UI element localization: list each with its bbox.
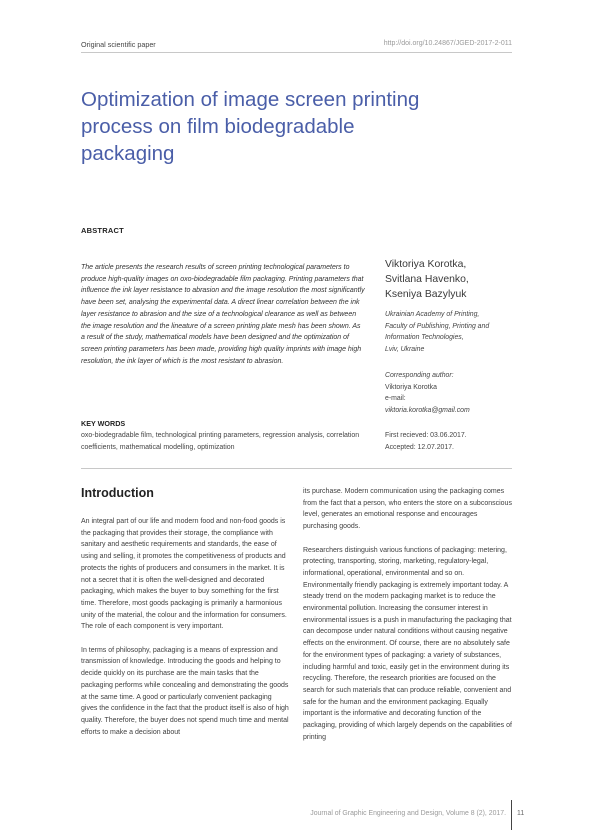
paper-title: Optimization of image screen printing process on film biodegradable packaging	[81, 88, 420, 165]
email-label: e-mail:	[385, 395, 406, 402]
affiliation-line: Information Technologies,	[385, 334, 464, 341]
author-list	[385, 257, 520, 302]
author-name: Kseniya Bazylyuk	[385, 289, 467, 300]
body-column-right	[303, 486, 513, 755]
received-date: First recieved: 03.06.2017.	[385, 432, 467, 439]
body-paragraph: Researchers distinguish various functions of packaging: metering, protecting, transporting, storing, marketing, regulatory-legal, informational, operational, environmental and so on. Environmentally friendly packaging is extremely important today. A steady trend on the modern packaging market is to reduce the environmental pollution. Increasing the consumer interest in environmental issues is a push in manufacturing the packaging that can decompose under natural conditions without causing negative effects on the environment. Of course, there are no absolutely safe for the environment types of packaging: a variety of substances, including harmful and toxic, easily get in the environment during its recycling. Therefore, the research priorities are focused on the search for such materials that can produce reliable, convenient and safe for the human and the environment packaging. Equally important is the informative and decorating function of the packaging, providing of which largely depends on the capabilities of printing	[303, 546, 512, 741]
body-paragraph: In terms of philosophy, packaging is a means of expression and transmission of knowledge. Introducing the goods and helping to decide quickly on its purchase are the main tasks that the packaging performs while concealing and demonstrating the goods at the same time. A good or particularly convenient packaging gives the confidence in the fact that the product itself is also of high quality. Therefore, the buyer does not spend much time and mental efforts to make a decision about	[81, 646, 289, 736]
journal-citation: Journal of Graphic Engineering and Design, Volume 8 (2), 2017.	[310, 810, 506, 817]
corresponding-author	[385, 370, 520, 416]
affiliation-line: Ukrainian Academy of Printing,	[385, 311, 480, 318]
page-number: 11	[517, 810, 525, 817]
affiliation-line: Lviv, Ukraine	[385, 345, 425, 353]
abstract-text: The article presents the research results of screen printing technological parameters to produce high-quality images on oxo-biodegradable film packaging. Printing parameters that influence the ink layer resistance to abrasion and the image resolution the most significantly have been set, analysing the experimental data. A direct linear correlation between the ink layer resistance to abrasion and the size of a technological clearance as well as between the image resolution and the lineature of a screen printing plate mesh has been shown. As a result of the study, mathematical models have been designed and the optimization of screen printing parameters has been made, providing high quality imprints with image high resolution, the ink layer of which is the most resistant to abrasion.	[81, 264, 365, 365]
introduction-heading: Introduction	[81, 486, 154, 500]
abstract-heading: ABSTRACT	[81, 226, 124, 235]
author-name: Viktoriya Korotka,	[385, 259, 467, 270]
body-paragraph: An integral part of our life and modern food and non-food goods is the packaging that provides their storage, the compliance with sanitary and aesthetic requirements and standards, the ease of using and selling, it promotes the competitiveness of products and protects the rights of producers and consumers in the market. It is not a secret that it is often the well-designed and decorated packaging, which makes the buyer to buy something for the first time. Therefore, most goods packaging is primarily a harmonious unity of the material, the colour and the information for consumers. The role of each component is very important.	[81, 518, 287, 631]
article-dates	[385, 430, 520, 453]
accepted-date: Accepted: 12.07.2017.	[385, 443, 454, 451]
header-divider	[81, 52, 512, 53]
footer-divider	[511, 800, 512, 830]
body-paragraph: its purchase. Modern communication using the packaging comes from the fact that a person, who enters the store on a subconscious level, generates an emotional response and encourages purchasing goods.	[303, 488, 512, 531]
section-divider	[81, 468, 512, 469]
author-name: Svitlana Havenko,	[385, 274, 469, 285]
affiliation-line: Faculty of Publishing, Printing and	[385, 322, 490, 330]
keywords-heading: KEY WORDS	[81, 419, 126, 428]
doi-link[interactable]: http://doi.org/10.24867/JGED-2017-2-011	[383, 40, 512, 47]
keywords-text: oxo-biodegradable film, technological printing parameters, regression analysis, correlation coefficients, mathematical modelling, optimization	[81, 432, 360, 451]
body-column-left	[81, 516, 289, 750]
corresponding-label: Corresponding author:	[385, 372, 454, 379]
email-link[interactable]: viktoria.korotka@gmail.com	[385, 406, 470, 414]
affiliation	[385, 309, 520, 355]
article-category: Original scientific paper	[81, 40, 156, 49]
corresponding-name: Viktoriya Korotka	[385, 383, 437, 391]
